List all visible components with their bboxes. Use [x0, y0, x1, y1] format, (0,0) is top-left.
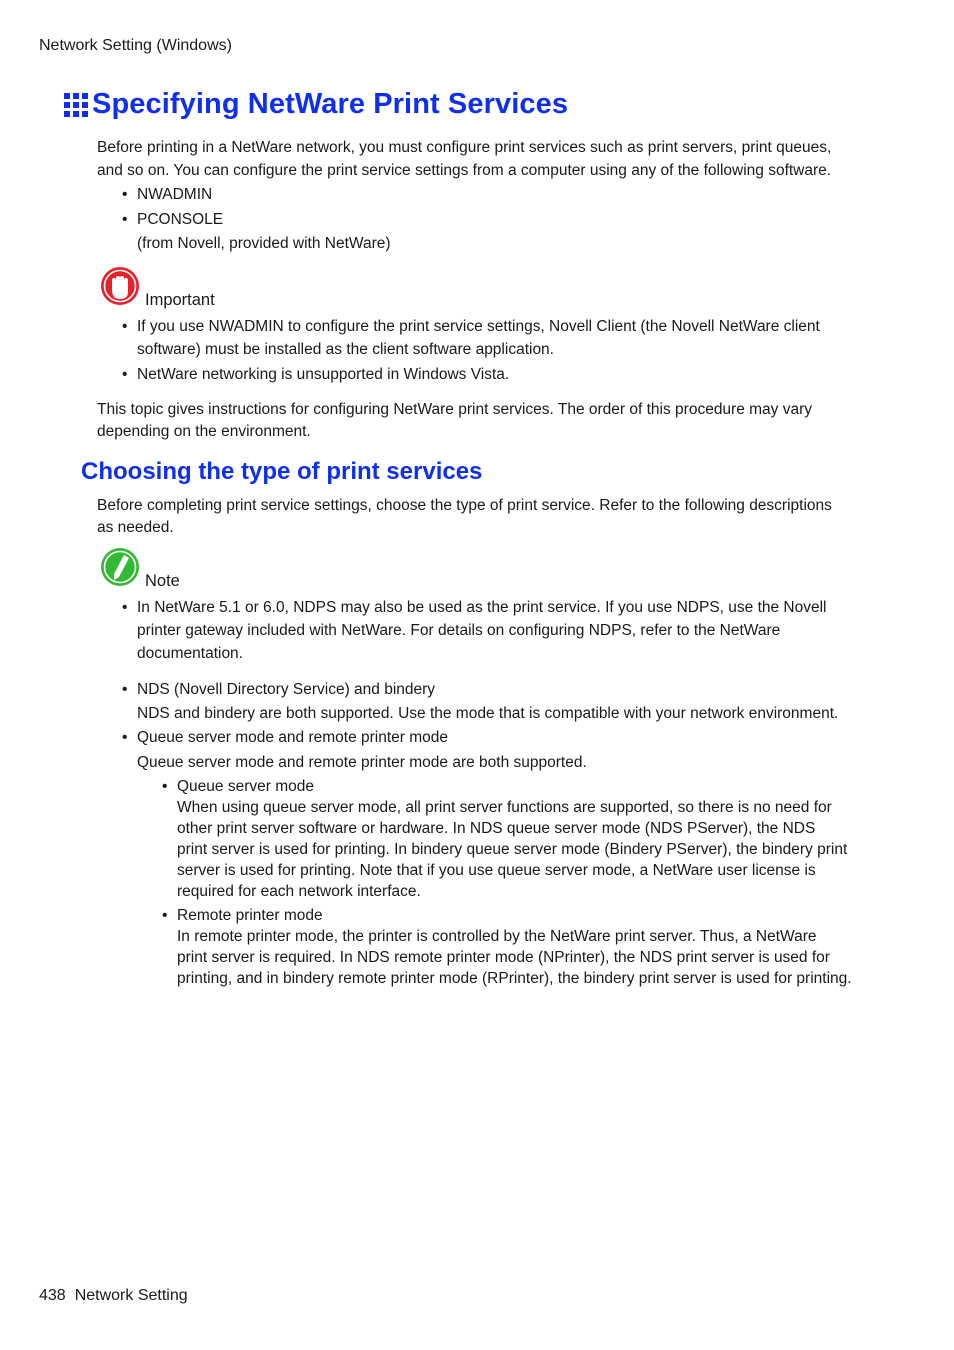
subsection-intro: as needed. — [97, 519, 174, 536]
list-item: • Queue server mode and remote printer mode — [122, 726, 897, 749]
subsection-intro: Before completing print service settings, choose the type of print service. Refer to the following descriptions — [97, 497, 832, 514]
software-note: (from Novell, provided with NetWare) — [137, 235, 391, 252]
list-item: • PCONSOLE — [122, 208, 897, 231]
subsection-title: Choosing the type of print services — [81, 458, 483, 485]
topic-line: This topic gives instructions for configuring NetWare print services. The order of this procedure may vary — [97, 401, 813, 418]
topic-line: depending on the environment. — [97, 423, 311, 440]
nds-description: NDS and bindery are both supported. Use the mode that is compatible with your network environment. — [137, 705, 839, 722]
page-footer — [39, 1287, 188, 1305]
sub-list-item: • Remote printer mode In remote printer mode, the printer is controlled by the NetWare print server. Thus, a NetWare print server is required. In NDS remote printer mode (NPrinter), the NDS print server is used for printing, and in bindery remote printer mode (RPrinter), the bindery print server is used for printing. — [162, 905, 897, 989]
intro-line: Before printing in a NetWare network, you must configure print services such as print servers, print queues, — [97, 139, 832, 156]
sub-list-item: • Queue server mode When using queue server mode, all print server functions are supported, so there is no need for other print server software or hardware. In NDS queue server mode (NDS PServer), the NDS print server is used for printing. In bindery queue server mode (Bindery PServer), the bindery print server is used for printing. Note that if you use queue server mode, a NetWare user license is required for each network interface. — [162, 776, 897, 902]
stop-hand-icon — [99, 265, 141, 307]
running-head: Network Setting (Windows) — [39, 37, 232, 54]
list-item: • NDS (Novell Directory Service) and bindery — [122, 678, 897, 701]
list-item: • If you use NWADMIN to configure the print service settings, Novell Client (the Novell NetWare client software) must be installed as the client software application. — [122, 315, 897, 361]
page-title: Specifying NetWare Print Services — [92, 88, 569, 120]
section-heading — [64, 88, 568, 121]
grid-icon — [64, 93, 88, 117]
footer-section: Network Setting — [74, 1287, 188, 1304]
mode-description: Queue server mode and remote printer mode are both supported. — [137, 754, 587, 771]
list-item: • In NetWare 5.1 or 6.0, NDPS may also be used as the print service. If you use NDPS, use the Novell printer gateway included with NetWare. For details on configuring NDPS, refer to the NetWare documentation. — [122, 596, 897, 665]
intro-line: and so on. You can configure the print service settings from a computer using any of the following software. — [97, 162, 832, 179]
list-item: • NWADMIN — [122, 183, 897, 206]
list-item: • NetWare networking is unsupported in Windows Vista. — [122, 363, 897, 386]
page-number: 438 — [39, 1287, 66, 1304]
note-label: Note — [145, 572, 180, 590]
pencil-note-icon — [99, 546, 141, 588]
important-label: Important — [145, 291, 215, 309]
